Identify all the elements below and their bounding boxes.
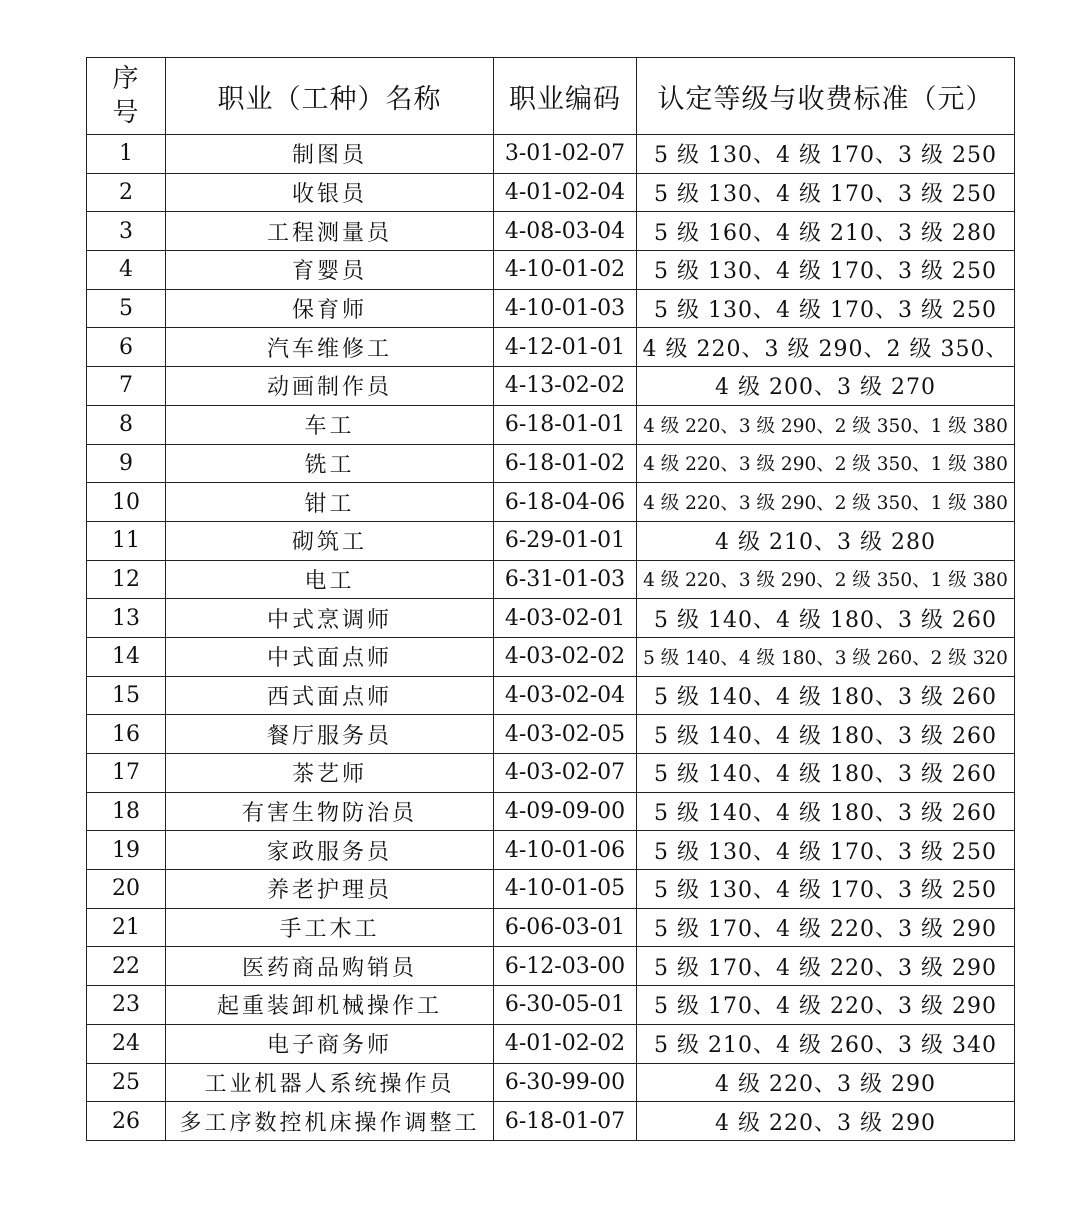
cell-occupation-name: 多工序数控机床操作调整工 [166,1102,494,1141]
cell-occupation-name: 育婴员 [166,251,494,290]
cell-serial-number: 25 [87,1063,166,1102]
cell-serial-number: 8 [87,405,166,444]
header-serial-number [87,58,166,135]
cell-serial-number: 24 [87,1024,166,1063]
cell-serial-number: 6 [87,328,166,367]
cell-serial-number: 14 [87,637,166,676]
cell-level-fee: 4 级 220、3 级 290、2 级 350、1 级 380 [637,444,1015,483]
table-row [87,599,1015,638]
cell-occupation-name: 养老护理员 [166,870,494,909]
table-row [87,367,1015,406]
cell-serial-number: 5 [87,289,166,328]
table-row [87,135,1015,174]
table-row [87,1063,1015,1102]
cell-occupation-name: 动画制作员 [166,367,494,406]
header-occupation-code: 职业编码 [494,58,637,135]
cell-serial-number: 4 [87,251,166,290]
cell-level-fee: 5 级 130、4 级 170、3 级 250 [637,289,1015,328]
cell-occupation-code: 4-01-02-04 [494,173,637,212]
cell-occupation-name: 起重装卸机械操作工 [166,986,494,1025]
cell-serial-number: 9 [87,444,166,483]
cell-occupation-name: 电子商务师 [166,1024,494,1063]
cell-level-fee: 4 级 220、3 级 290、2 级 350、1 级 380 [637,405,1015,444]
table-row [87,405,1015,444]
cell-serial-number: 2 [87,173,166,212]
table-row [87,212,1015,251]
cell-occupation-name: 餐厅服务员 [166,715,494,754]
cell-occupation-code: 4-10-01-02 [494,251,637,290]
cell-occupation-code: 4-10-01-05 [494,870,637,909]
cell-serial-number: 18 [87,792,166,831]
cell-occupation-name: 保育师 [166,289,494,328]
table-header [87,58,1015,135]
table-row [87,986,1015,1025]
cell-serial-number: 11 [87,521,166,560]
cell-occupation-code: 6-18-04-06 [494,483,637,522]
table-row [87,328,1015,367]
cell-occupation-code: 6-18-01-01 [494,405,637,444]
cell-level-fee: 5 级 140、4 级 180、3 级 260 [637,715,1015,754]
table-row [87,676,1015,715]
cell-occupation-code: 4-01-02-02 [494,1024,637,1063]
cell-occupation-code: 6-30-05-01 [494,986,637,1025]
cell-serial-number: 22 [87,947,166,986]
cell-serial-number: 21 [87,908,166,947]
cell-level-fee: 5 级 130、4 级 170、3 级 250 [637,135,1015,174]
cell-occupation-name: 钳工 [166,483,494,522]
cell-occupation-code: 4-03-02-04 [494,676,637,715]
cell-serial-number: 20 [87,870,166,909]
table-row [87,831,1015,870]
cell-occupation-code: 6-29-01-01 [494,521,637,560]
cell-occupation-code: 4-03-02-02 [494,637,637,676]
table-row [87,251,1015,290]
cell-occupation-name: 手工木工 [166,908,494,947]
cell-serial-number: 23 [87,986,166,1025]
cell-serial-number: 10 [87,483,166,522]
cell-occupation-name: 家政服务员 [166,831,494,870]
cell-occupation-name: 铣工 [166,444,494,483]
cell-serial-number: 15 [87,676,166,715]
table-row [87,173,1015,212]
cell-occupation-code: 6-12-03-00 [494,947,637,986]
cell-occupation-name: 汽车维修工 [166,328,494,367]
table-row [87,754,1015,793]
cell-serial-number: 17 [87,754,166,793]
cell-level-fee: 5 级 170、4 级 220、3 级 290 [637,986,1015,1025]
header-row [87,58,1015,135]
cell-level-fee: 5 级 130、4 级 170、3 级 250 [637,870,1015,909]
cell-level-fee: 4 级 210、3 级 280 [637,521,1015,560]
cell-occupation-code: 4-13-02-02 [494,367,637,406]
cell-level-fee: 4 级 220、3 级 290、2 级 350、 [637,328,1015,367]
cell-serial-number: 13 [87,599,166,638]
cell-occupation-name: 茶艺师 [166,754,494,793]
cell-level-fee: 5 级 130、4 级 170、3 级 250 [637,831,1015,870]
cell-level-fee: 4 级 220、3 级 290 [637,1063,1015,1102]
cell-level-fee: 5 级 130、4 级 170、3 级 250 [637,251,1015,290]
cell-level-fee: 5 级 140、4 级 180、3 级 260 [637,599,1015,638]
cell-serial-number: 1 [87,135,166,174]
cell-occupation-name: 电工 [166,560,494,599]
cell-occupation-name: 有害生物防治员 [166,792,494,831]
cell-serial-number: 3 [87,212,166,251]
cell-level-fee: 5 级 210、4 级 260、3 级 340 [637,1024,1015,1063]
table-row [87,289,1015,328]
cell-level-fee: 5 级 140、4 级 180、3 级 260 [637,792,1015,831]
cell-occupation-code: 4-03-02-05 [494,715,637,754]
cell-level-fee: 4 级 200、3 级 270 [637,367,1015,406]
cell-occupation-code: 6-18-01-02 [494,444,637,483]
table-row [87,947,1015,986]
cell-serial-number: 19 [87,831,166,870]
header-occupation-name: 职业（工种）名称 [166,58,494,135]
table-row [87,637,1015,676]
cell-level-fee: 4 级 220、3 级 290、2 级 350、1 级 380 [637,560,1015,599]
cell-serial-number: 26 [87,1102,166,1141]
table-row [87,1102,1015,1141]
cell-occupation-code: 4-10-01-03 [494,289,637,328]
cell-level-fee: 5 级 140、4 级 180、3 级 260 [637,676,1015,715]
cell-occupation-name: 收银员 [166,173,494,212]
cell-occupation-code: 6-31-01-03 [494,560,637,599]
table-row [87,483,1015,522]
header-serial-number-label: 序号 [112,64,140,128]
cell-occupation-name: 车工 [166,405,494,444]
cell-level-fee: 4 级 220、3 级 290、2 级 350、1 级 380 [637,483,1015,522]
cell-level-fee: 5 级 140、4 级 180、3 级 260、2 级 320 [637,637,1015,676]
cell-occupation-code: 4-09-09-00 [494,792,637,831]
cell-occupation-name: 医药商品购销员 [166,947,494,986]
cell-serial-number: 12 [87,560,166,599]
cell-occupation-code: 4-03-02-07 [494,754,637,793]
header-level-fee: 认定等级与收费标准（元） [637,58,1015,135]
table-row [87,715,1015,754]
cell-occupation-code: 6-06-03-01 [494,908,637,947]
cell-occupation-name: 砌筑工 [166,521,494,560]
cell-level-fee: 5 级 140、4 级 180、3 级 260 [637,754,1015,793]
cell-serial-number: 7 [87,367,166,406]
table-row [87,908,1015,947]
cell-occupation-name: 中式烹调师 [166,599,494,638]
cell-occupation-code: 6-18-01-07 [494,1102,637,1141]
cell-level-fee: 5 级 170、4 级 220、3 级 290 [637,908,1015,947]
table-row [87,1024,1015,1063]
cell-occupation-name: 工程测量员 [166,212,494,251]
cell-level-fee: 5 级 130、4 级 170、3 级 250 [637,173,1015,212]
cell-occupation-code: 6-30-99-00 [494,1063,637,1102]
cell-level-fee: 5 级 160、4 级 210、3 级 280 [637,212,1015,251]
table-row [87,444,1015,483]
cell-occupation-code: 4-08-03-04 [494,212,637,251]
table-row [87,870,1015,909]
table-row [87,521,1015,560]
table-body [87,135,1015,1141]
cell-occupation-code: 3-01-02-07 [494,135,637,174]
cell-occupation-code: 4-10-01-06 [494,831,637,870]
table-row [87,792,1015,831]
cell-level-fee: 5 级 170、4 级 220、3 级 290 [637,947,1015,986]
cell-occupation-name: 制图员 [166,135,494,174]
cell-serial-number: 16 [87,715,166,754]
cell-occupation-name: 工业机器人系统操作员 [166,1063,494,1102]
fee-standard-table [86,57,1015,1141]
cell-occupation-name: 西式面点师 [166,676,494,715]
cell-occupation-code: 4-12-01-01 [494,328,637,367]
cell-occupation-name: 中式面点师 [166,637,494,676]
cell-level-fee: 4 级 220、3 级 290 [637,1102,1015,1141]
table-row [87,560,1015,599]
cell-occupation-code: 4-03-02-01 [494,599,637,638]
